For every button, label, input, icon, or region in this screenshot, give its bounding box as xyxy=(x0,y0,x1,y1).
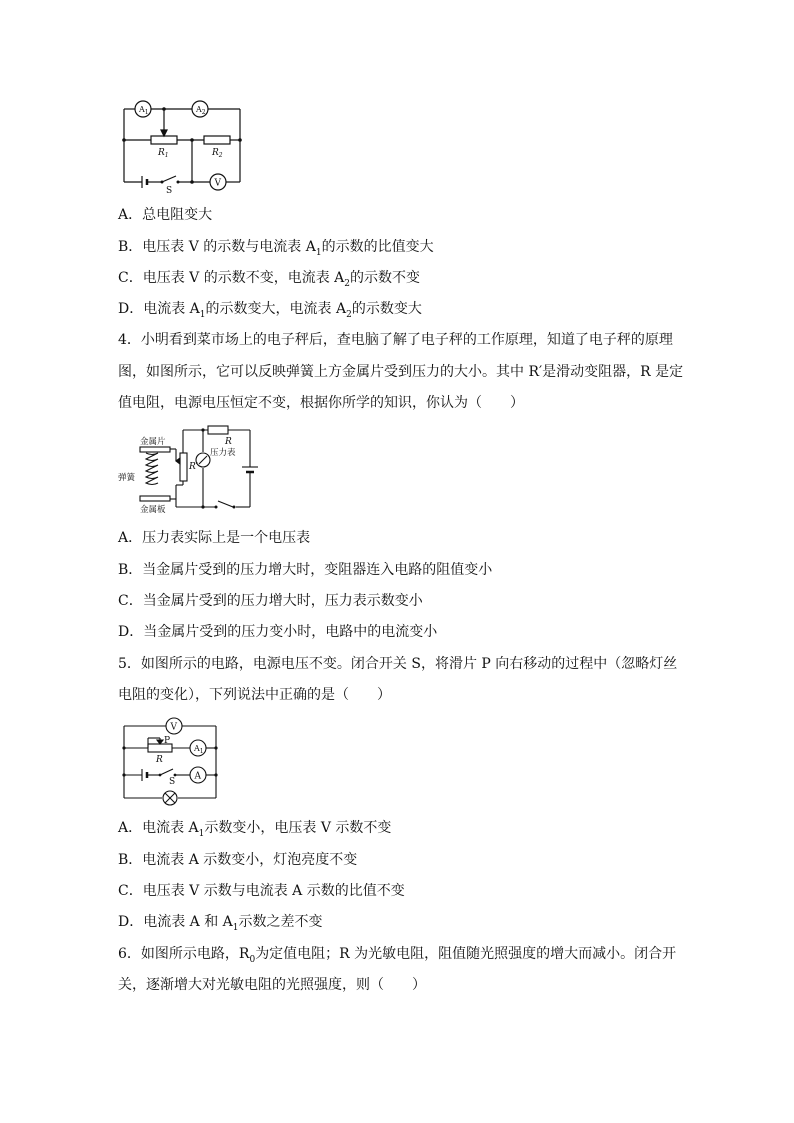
q4-stem-line-2: 图，如图所示，它可以反映弹簧上方金属片受到压力的大小。其中 R′是滑动变阻器，R 是定 xyxy=(118,364,684,380)
q5-option-a: A．电流表 $A_1$示数变小，电压表 V 示数不变 xyxy=(118,820,392,839)
q3-label-r2: $R_2$ xyxy=(212,148,223,159)
q3-option-c: C．电压表 V 的示数不变，电流表 $A_2$的示数不变 xyxy=(118,270,421,289)
q4-label-pressure-meter: 压力表 xyxy=(210,448,236,458)
q3-meter-v-label: V xyxy=(214,178,221,189)
q6-stem-line-1: 6．如图所示电路，$R_0$为定值电阻；R 为光敏电阻，阻值随光照强度的增大而减小。闭合开 xyxy=(118,946,677,965)
q5-label-r: R xyxy=(156,755,163,765)
q4-option-b: B．当金属片受到的压力增大时，变阻器连入电路的阻值变小 xyxy=(118,562,493,578)
q4-electronic-scale-diagram xyxy=(118,425,268,520)
q4-option-a: A．压力表实际上是一个电压表 xyxy=(118,530,311,546)
q4-label-metal-plate: 金属板 xyxy=(140,505,166,515)
q5-meter-a-label: A xyxy=(194,771,201,782)
q3-option-a: A．总电阻变大 xyxy=(118,207,213,223)
q4-stem-line-3: 值电阻，电源电压恒定不变，根据你所学的知识，你认为（ ） xyxy=(118,395,524,411)
q3-circuit-diagram xyxy=(118,96,248,196)
q5-circuit-diagram xyxy=(118,716,228,808)
q5-option-b: B．电流表 A 示数变小，灯泡亮度不变 xyxy=(118,852,358,868)
q3-option-b: B．电压表 V 的示数与电流表 $A_1$的示数的比值变大 xyxy=(118,239,434,258)
q4-label-spring: 弹簧 xyxy=(118,473,136,483)
q6-stem-line-2: 关，逐渐增大对光敏电阻的光照强度，则（ ） xyxy=(118,977,426,993)
q3-label-r1: $R_1$ xyxy=(158,148,169,159)
q5-label-s: S xyxy=(169,777,176,787)
q3-meter-a1-label: $A_1$ xyxy=(139,105,149,116)
q4-option-c: C．当金属片受到的压力增大时，压力表示数变小 xyxy=(118,593,423,609)
q4-option-d: D．当金属片受到的压力变小时，电路中的电流变小 xyxy=(118,624,438,640)
q5-meter-v-label: V xyxy=(170,722,177,733)
q5-option-d: D．电流表 A 和 $A_1$示数之差不变 xyxy=(118,914,323,933)
q5-stem-line-2: 电阻的变化），下列说法中正确的是（ ） xyxy=(118,687,391,703)
q5-meter-a1-label: $A_1$ xyxy=(194,744,204,755)
q5-label-p: P xyxy=(164,736,171,746)
q3-option-d: D．电流表 $A_1$的示数变大，电流表 $A_2$的示数变大 xyxy=(118,301,422,320)
q4-stem-line-1: 4．小明看到菜市场上的电子秤后，查电脑了解了电子秤的工作原理，知道了电子秤的原理 xyxy=(118,332,673,348)
q4-label-r: R xyxy=(225,437,232,447)
q4-label-metal-piece: 金属片 xyxy=(140,437,166,447)
q4-label-r-prime: R′ xyxy=(189,462,198,472)
q3-meter-a2-label: $A_2$ xyxy=(196,105,206,116)
q5-option-c: C．电压表 V 示数与电流表 A 示数的比值不变 xyxy=(118,883,405,899)
q5-stem-line-1: 5．如图所示的电路，电源电压不变。闭合开关 S，将滑片 P 向右移动的过程中（忽略灯丝 xyxy=(118,656,678,672)
q3-label-s: S xyxy=(166,186,173,196)
